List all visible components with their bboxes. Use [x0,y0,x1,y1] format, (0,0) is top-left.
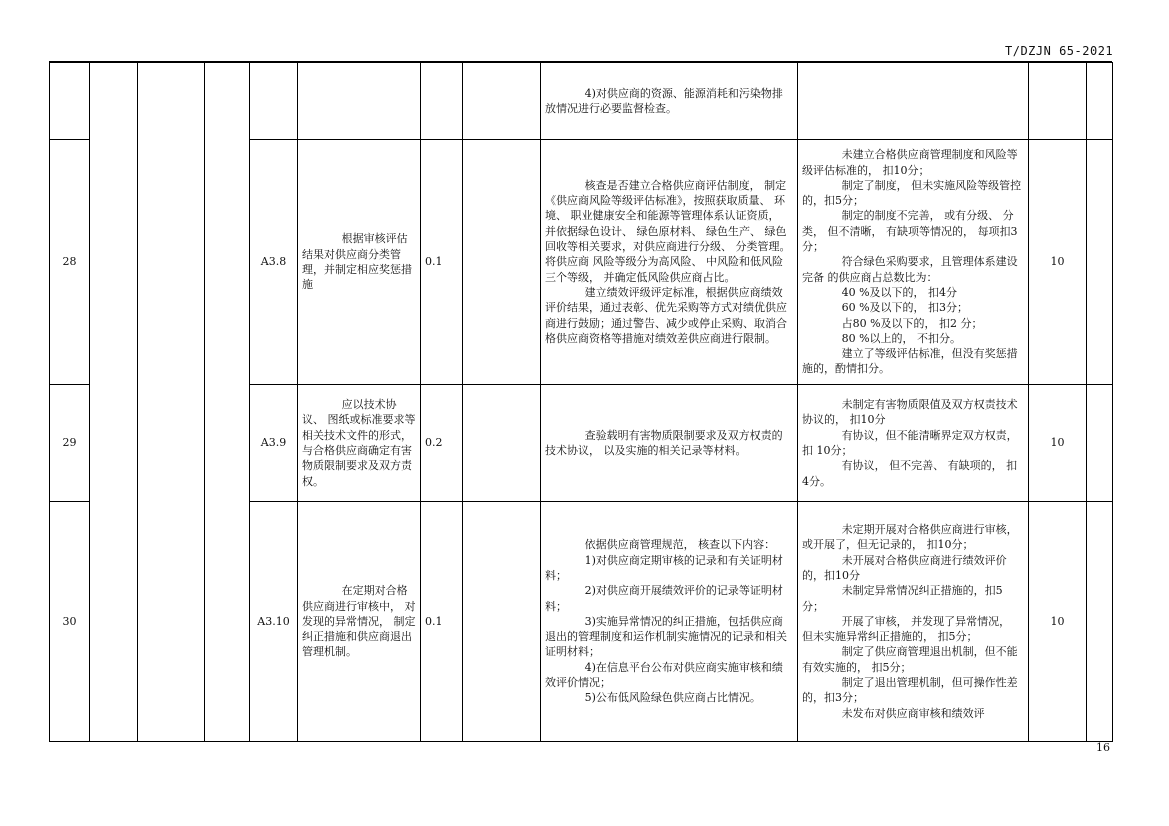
scoring-line: 60 %及以下的， 扣3分； [841,301,969,315]
scoring-line: 制定了退出管理机制，但可操作性差的，扣3分； [802,676,1018,705]
cell-weight: 0.2 [421,385,463,502]
cell-scoring [798,385,1029,502]
scoring-line: 未制定异常情况纠正措施的，扣5分； [802,584,1003,613]
requirement-text: 根据审核评估结果对供应商分类管理，并制定相应奖惩措施 [302,232,412,292]
method-paragraph: 核查是否建立合格供应商评估制度， 制定《供应商风险等级评估标准》，按照获取质量、 环境、 职业健康安全和能源等管理体系认证资质， 并依据绿色设计、 绿色原材料、 绿色生产、 绿色回收等相关要求，对供应商进行分级、 分类管理。 将供应商 风险等级分为高风险、 中风险和低风险三个等级， 并确定低风险供应商占比。 [545,178,791,284]
cell-level2-merged [138,63,205,742]
scoring-line: 开展了审核， 并发现了异常情况， 但未实施异常纠正措施的， 扣5分； [802,614,1011,644]
cell-no: 30 [50,502,90,742]
table-row-continued [50,63,1113,140]
document-code: T/DZJN 65-2021 [1005,44,1114,58]
cell-requirement [298,63,421,140]
method-paragraph: 3)实施异常情况的纠正措施，包括供应商退出的管理制度和运作机制实施情况的记录和相关证明材料； [545,614,787,659]
scoring-line: 40 %及以下的， 扣4分 [841,285,958,299]
method-paragraph: 2)对供应商开展绩效评价的记录等证明材料； [545,584,783,613]
cell-requirement [298,502,421,742]
requirement-text: 应以技术协议、 图纸或标准要求等相关技术文件的形式， 与合格供应商确定有害物质限制要求及双方责权。 [302,398,416,488]
scoring-line: 未建立合格供应商管理制度和风险等级评估标准的， 扣10分； [802,148,1018,177]
scoring-line: 制定了供应商管理退出机制，但不能有效实施的， 扣5分； [802,645,1018,674]
scoring-line: 符合绿色采购要求，且管理体系建设完备 的供应商占总数比为： [802,255,1018,284]
cell-weight: 0.1 [421,502,463,742]
method-paragraph: 4)在信息平台公布对供应商实施审核和绩效评价情况； [545,660,783,690]
cell-score: 10 [1029,140,1087,385]
cell-code: A3.10 [250,502,298,742]
cell-score: 10 [1029,502,1087,742]
cell-remark [1087,140,1113,385]
scoring-line: 有协议，但不能清晰界定双方权责， 扣 10分； [802,428,1018,457]
cell-method [541,140,798,385]
evaluation-table [49,62,1113,742]
cell-scoring [798,140,1029,385]
method-paragraph: 5)公布低风险绿色供应商占比情况。 [584,691,761,705]
cell-blank [463,63,541,140]
scoring-line: 80 %以上的， 不扣分。 [841,331,962,345]
cell-method [541,385,798,502]
cell-method [541,502,798,742]
cell-remark [1087,502,1113,742]
cell-scoring [798,502,1029,742]
cell-remark [1087,385,1113,502]
method-paragraph: 建立绩效评级评定标准，根据供应商绩效评价结果，通过表彰、优先采购等方式对绩优供应商进行鼓励；通过警告、减少或停止采购、取消合格供应商资格等措施对绩效差供应商进行限制。 [545,285,787,345]
page-number: 16 [1096,741,1110,754]
cell-no: 28 [50,140,90,385]
cell-blank [463,140,541,385]
scoring-line: 制定的制度不完善， 或有分级、 分类， 但不清晰， 有缺项等情况的， 每项扣3分； [802,209,1018,254]
scoring-line: 占80 %及以下的， 扣2 分； [841,316,983,330]
cell-no [50,63,90,140]
cell-score: 10 [1029,385,1087,502]
requirement-text: 在定期对合格供应商进行审核中， 对发现的异常情况， 制定纠正措施和供应商退出管理机制。 [302,584,416,659]
scoring-line: 未制定有害物质限值及双方权责技术协议的， 扣10分 [802,398,1018,427]
cell-level1-merged [90,63,138,742]
cell-weight [421,63,463,140]
cell-score [1029,63,1087,140]
scoring-line: 未定期开展对合格供应商进行审核，或开展了，但无记录的， 扣10分； [802,523,1018,552]
scoring-line: 制定了制度， 但未实施风险等级管控的，扣5分； [802,178,1022,208]
cell-code: A3.8 [250,140,298,385]
cell-code [250,63,298,140]
method-paragraph: 依据供应商管理规范， 核查以下内容： [584,538,776,552]
scoring-line: 未开展对合格供应商进行绩效评价的，扣10分 [802,553,1007,582]
cell-weight: 0.1 [421,140,463,385]
method-paragraph: 查验载明有害物质限制要求及双方权责的技术协议， 以及实施的相关记录等材料。 [545,428,783,457]
cell-requirement [298,140,421,385]
method-paragraph: 1)对供应商定期审核的记录和有关证明材料； [545,553,783,582]
cell-blank [463,502,541,742]
cell-method [541,63,798,140]
cell-requirement [298,385,421,502]
cell-level3-merged [205,63,250,742]
scoring-line: 建立了等级评估标准，但没有奖惩措施的，酌情扣分。 [802,347,1018,376]
scoring-line: 未发布对供应商审核和绩效评 [841,706,985,720]
scoring-line: 有协议， 但不完善、 有缺项的， 扣4分。 [802,459,1018,488]
cell-scoring [798,63,1029,140]
cell-blank [463,385,541,502]
cell-remark [1087,63,1113,140]
cell-code: A3.9 [250,385,298,502]
cell-no: 29 [50,385,90,502]
method-line: 4)对供应商的资源、能源消耗和污染物排放情况进行必要监督检查。 [545,86,783,115]
